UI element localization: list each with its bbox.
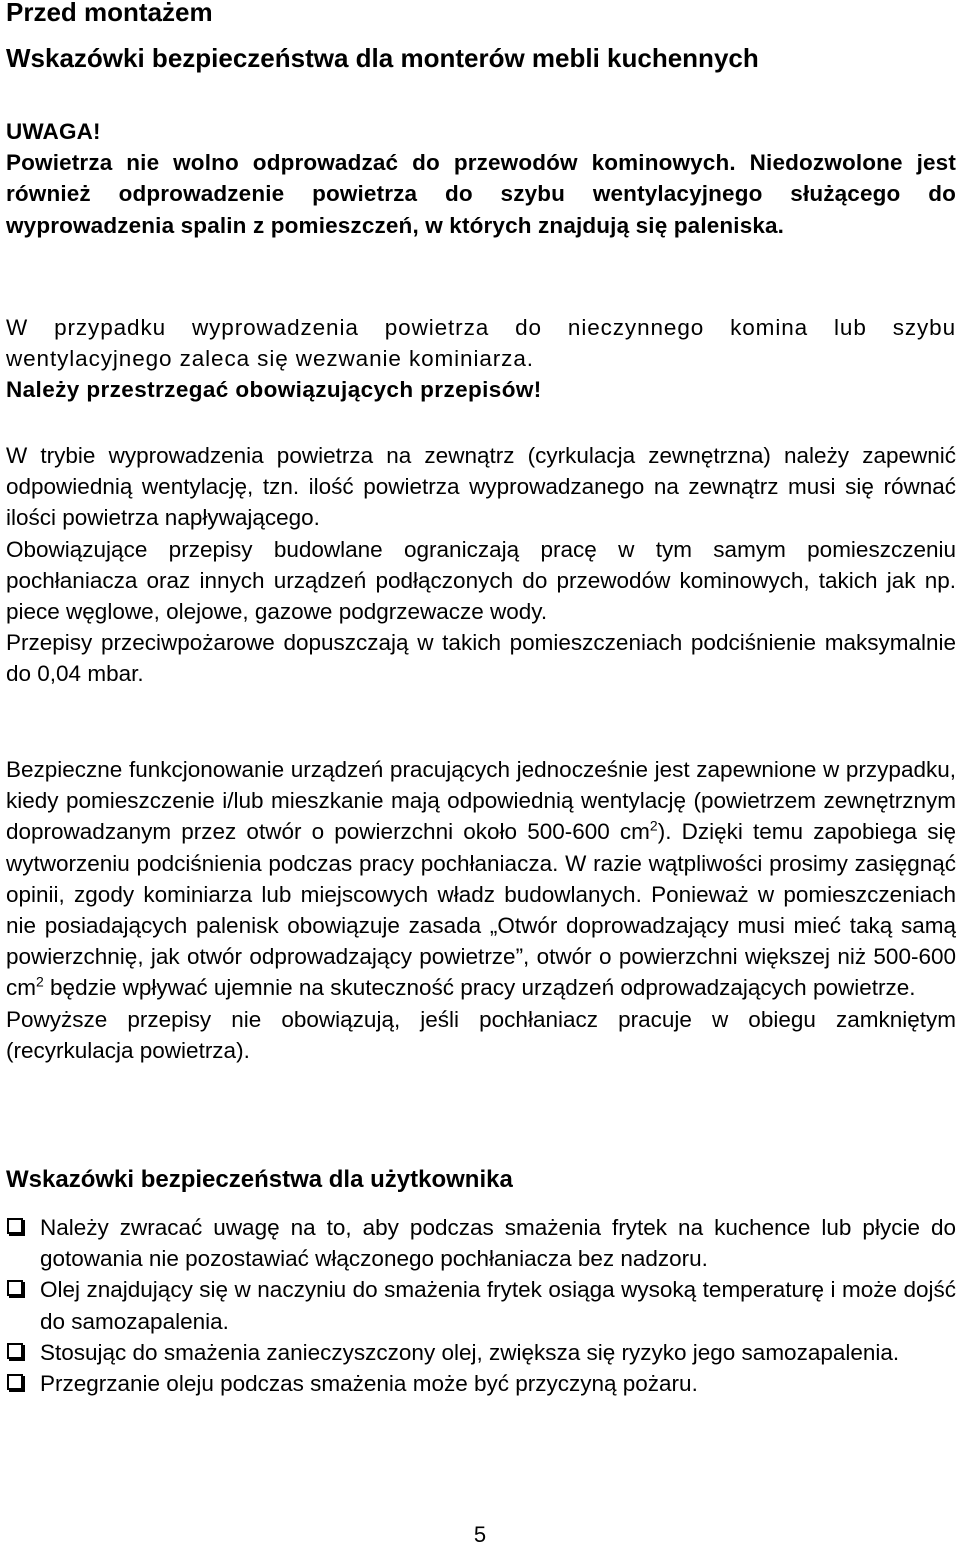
superscript-2: 2 [649, 817, 658, 834]
warning-label: UWAGA! [6, 119, 101, 144]
exhaust-paragraph-2: Obowiązujące przepisy budowlane ograniczają pracę w tym samym pomieszczeniu pochłaniacza oraz innych urządzeń podłączonych do przewodów kominowych, takich jak np. piece węglowe, olejowe, gazowe podgrzewacze wody. [6, 536, 956, 625]
page-title: Przed montażem [6, 0, 213, 27]
checkbox-icon [7, 1280, 23, 1296]
page-number: 5 [473, 1522, 487, 1547]
list-item-text: Stosując do smażenia zanieczyszczony olej, zwiększa się ryzyko jego samozapalenia. [40, 1339, 900, 1365]
checkbox-icon [7, 1218, 23, 1234]
exhaust-block [6, 440, 956, 690]
list-item [6, 1274, 956, 1336]
list-item-text: Należy zwracać uwagę na to, aby podczas smażenia frytek na kuchence lub płycie do gotowania nie pozostawiać włączonego pochłaniacza bez nadzoru. [40, 1215, 956, 1272]
safe-operation-text-1: Bezpieczne funkcjonowanie urządzeń pracujących jednocześnie jest zapewnione w przypadku, kiedy pomieszczenie i/lub mieszkanie mają odpowiednią wentylację (powietrzem zewnętrznym doprowadzanym przez otwór o powierzchni około 500-600 cm [6, 757, 956, 845]
safe-operation-text-3: będzie wpływać ujemnie na skuteczność pracy urządzeń odprowadzających powietrze. [43, 975, 916, 1001]
recirculation-note: Powyższe przepisy nie obowiązują, jeśli pochłaniacz pracuje w obiegu zamkniętym (recyrkulacja powietrza). [6, 1006, 956, 1063]
user-safety-title: Wskazówki bezpieczeństwa dla użytkownika [6, 1166, 513, 1193]
list-item-text: Przegrzanie oleju podczas smażenia może być przyczyną pożaru. [40, 1371, 698, 1397]
list-item [6, 1212, 956, 1274]
warning-block [6, 116, 956, 241]
user-safety-list [6, 1212, 956, 1399]
regulations-emphasis: Należy przestrzegać obowiązujących przepisów! [6, 377, 542, 403]
chimney-block [6, 312, 956, 406]
checkbox-icon [7, 1343, 23, 1359]
list-item [6, 1337, 956, 1368]
checkbox-icon [7, 1374, 23, 1390]
chimney-text: W przypadku wyprowadzenia powietrza do nieczynnego komina lub szybu wentylacyjnego zaleca się wezwanie kominiarza. [6, 315, 956, 372]
safe-operation-paragraph [6, 754, 956, 1004]
list-item [6, 1368, 956, 1399]
exhaust-paragraph-3: Przepisy przeciwpożarowe dopuszczają w takich pomieszczeniach podciśnienie maksymalnie do 0,04 mbar. [6, 630, 956, 687]
exhaust-paragraph-1: W trybie wyprowadzenia powietrza na zewnątrz (cyrkulacja zewnętrzna) należy zapewnić odpowiednią wentylację, tzn. ilość powietrza wyprowadzanego na zewnątrz musi się równać ilości powietrza napływającego. [6, 443, 956, 531]
warning-text: Powietrza nie wolno odprowadzać do przewodów kominowych. Niedozwolone jest również odprowadzenie powietrza do szybu wentylacyjnego służącego do wyprowadzenia spalin z pomieszczeń, w których znajdują się paleniska. [6, 150, 956, 238]
page-subtitle: Wskazówki bezpieczeństwa dla monterów mebli kuchennych [6, 43, 759, 73]
safe-operation-block [6, 754, 956, 1066]
safe-operation-text-2: ). Dzięki temu zapobiega się wytworzeniu podciśnienia podczas pracy pochłaniacza. W razie wątpliwości prosimy zasięgnąć opinii, zgody kominiarza lub miejscowych władz budowlanych. Ponieważ w pomieszczeniach nie posiadających palenisk obowiązuje zasada „Otwór doprowadzający musi mieć taką samą powierzchnię, jak otwór odprowadzający powietrze”, otwór o powierzchni większej niż 500-600 cm [6, 819, 956, 1001]
superscript-2-second: 2 [36, 973, 44, 990]
list-item-text: Olej znajdujący się w naczyniu do smażenia frytek osiąga wysoką temperaturę i może dojść do samozapalenia. [40, 1277, 956, 1334]
